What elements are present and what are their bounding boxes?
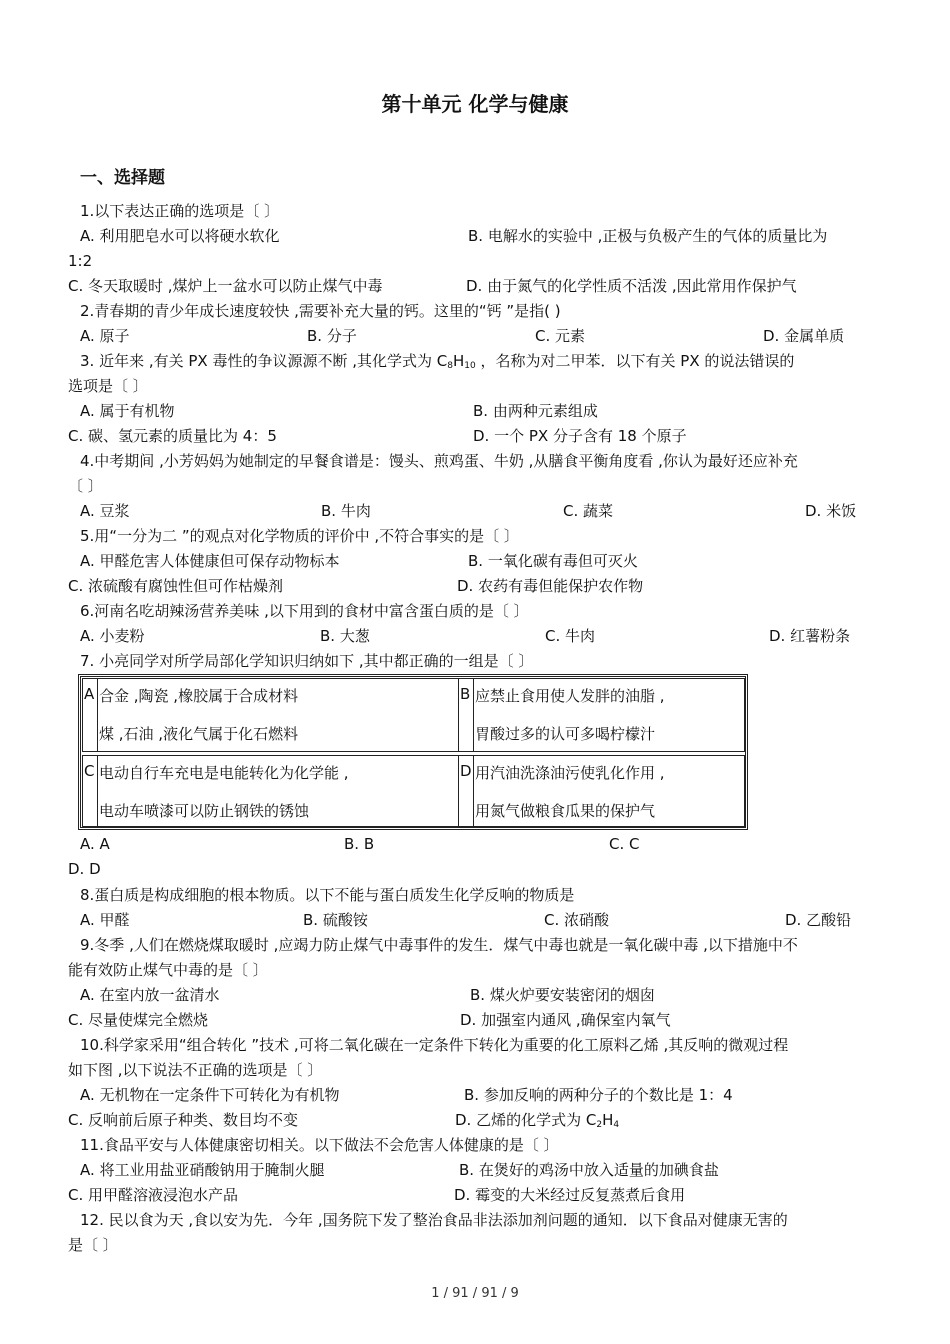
option: A. 豆浆 bbox=[80, 502, 130, 520]
option-continued: 1:2 bbox=[68, 252, 93, 270]
option: A. 无机物在一定条件下可转化为有机物 bbox=[80, 1086, 340, 1104]
table-cell-d bbox=[458, 755, 745, 827]
option: C. 浓硫酸有腐蚀性但可作枯燥剂 bbox=[68, 577, 284, 595]
option: C. 用甲醛溶液浸泡水产品 bbox=[68, 1186, 239, 1204]
option: A. A bbox=[80, 835, 110, 853]
option: B. 一氧化碳有毒但可灭火 bbox=[468, 552, 638, 570]
option: C. 冬天取暖时 ,煤炉上一盆水可以防止煤气中毒 bbox=[68, 277, 383, 295]
question-stem-continued: 能有效防止煤气中毒的是〔 〕 bbox=[68, 961, 268, 979]
option: D. 乙酸铅 bbox=[785, 911, 852, 929]
question-stem: 10.科学家采用“组合转化 ”技术 ,可将二氧化碳在一定条件下转化为重要的化工原料乙烯 ,其反响的微观过程 bbox=[80, 1036, 789, 1054]
cell-line: 煤 ,石油 ,液化气属于化石燃料 bbox=[99, 725, 299, 743]
table-cell-c bbox=[82, 755, 459, 827]
question-stem-continued: 如下图 ,以下说法不正确的选项是〔 〕 bbox=[68, 1061, 323, 1079]
option: B. 由两种元素组成 bbox=[473, 402, 598, 420]
question-stem: 8.蛋白质是构成细胞的根本物质。以下不能与蛋白质发生化学反响的物质是 bbox=[80, 886, 575, 904]
option: A. 原子 bbox=[80, 327, 130, 345]
table-cell-b bbox=[458, 678, 745, 752]
cell-label: C bbox=[84, 762, 95, 780]
question-stem: 5.用“一分为二 ”的观点对化学物质的评价中 ,不符合事实的是〔 〕 bbox=[80, 527, 519, 545]
cell-line: 应禁止食用使人发胖的油脂 , bbox=[475, 687, 665, 705]
question-stem-continued: 是〔 〕 bbox=[68, 1236, 118, 1254]
option: A. 将工业用盐亚硝酸钠用于腌制火腿 bbox=[80, 1161, 325, 1179]
cell-label: B bbox=[460, 685, 471, 703]
question-stem: 12. 民以食为天 ,食以安为先．今年 ,国务院下发了整治食品非法添加剂问题的通知．以下食品对健康无害的 bbox=[80, 1211, 788, 1229]
option: B. 大葱 bbox=[320, 627, 370, 645]
option: A. 小麦粉 bbox=[80, 627, 145, 645]
cell-line: 电动车喷漆可以防止钢铁的锈蚀 bbox=[99, 802, 310, 820]
cell-line: 用汽油洗涤油污使乳化作用 , bbox=[475, 764, 665, 782]
option: A. 在室内放一盆清水 bbox=[80, 986, 220, 1004]
option: B. 参加反响的两种分子的个数比是 1：4 bbox=[464, 1086, 733, 1104]
option: C. 蔬菜 bbox=[563, 502, 614, 520]
cell-line: 用氮气做粮食瓜果的保护气 bbox=[475, 802, 656, 820]
option: D. D bbox=[68, 860, 101, 878]
option: D. 红薯粉条 bbox=[769, 627, 851, 645]
question-stem: 3. 近年来 ,有关 PX 毒性的争议源源不断 ,其化学式为 $C_8H_{10}$ ，名称为对二甲苯．以下有关 PX 的说法错误的 bbox=[80, 352, 795, 371]
question-stem: 1.以下表达正确的选项是〔 〕 bbox=[80, 202, 280, 220]
option: C. 元素 bbox=[535, 327, 586, 345]
option: B. 分子 bbox=[307, 327, 357, 345]
question-stem: 2.青春期的青少年成长速度较快 ,需要补充大量的钙。这里的“钙 ”是指( ) bbox=[80, 302, 561, 320]
cell-label: A bbox=[84, 685, 95, 703]
option: B. 硫酸铵 bbox=[303, 911, 368, 929]
question-stem-continued: 选项是〔 〕 bbox=[68, 377, 148, 395]
option: B. 在煲好的鸡汤中放入适量的加碘食盐 bbox=[459, 1161, 719, 1179]
question-stem: 6.河南名吃胡辣汤营养美味 ,以下用到的食材中富含蛋白质的是〔 〕 bbox=[80, 602, 529, 620]
table-cell-a bbox=[82, 678, 459, 752]
option: B. 牛肉 bbox=[321, 502, 371, 520]
option: D. 乙烯的化学式为 $C_2H_4$ bbox=[455, 1111, 620, 1130]
option: A. 甲醛危害人体健康但可保存动物标本 bbox=[80, 552, 340, 570]
option: C. 反响前后原子种类、数目均不变 bbox=[68, 1111, 299, 1129]
page-title: 第十单元 化学与健康 bbox=[381, 92, 569, 116]
option: C. 浓硝酸 bbox=[544, 911, 610, 929]
option: D. 霉变的大米经过反复蒸煮后食用 bbox=[454, 1186, 686, 1204]
option: B. B bbox=[344, 835, 375, 853]
option: D. 由于氮气的化学性质不活泼 ,因此常用作保护气 bbox=[466, 277, 797, 295]
option: D. 米饭 bbox=[805, 502, 857, 520]
question-stem: 4.中考期间 ,小芳妈妈为她制定的早餐食谱是：馒头、煎鸡蛋、牛奶 ,从膳食平衡角度看 ,你认为最好还应补充 bbox=[80, 452, 798, 470]
option: A. 属于有机物 bbox=[80, 402, 175, 420]
cell-line: 合金 ,陶瓷 ,橡胶属于合成材料 bbox=[99, 687, 299, 705]
option: C. 牛肉 bbox=[545, 627, 596, 645]
option: C. 碳、氢元素的质量比为 4：5 bbox=[68, 427, 277, 445]
option: B. 电解水的实验中 ,正极与负极产生的气体的质量比为 bbox=[468, 227, 828, 245]
option: B. 煤火炉要安装密闭的烟囱 bbox=[470, 986, 655, 1004]
cell-line: 胃酸过多的认可多喝柠檬汁 bbox=[475, 725, 656, 743]
question-stem: 9.冬季 ,人们在燃烧煤取暖时 ,应竭力防止煤气中毒事件的发生．煤气中毒也就是一氧化碳中毒 ,以下措施中不 bbox=[80, 936, 798, 954]
option: D. 加强室内通风 ,确保室内氧气 bbox=[460, 1011, 671, 1029]
page-number: 1 / 91 / 91 / 9 bbox=[431, 1286, 519, 1301]
option: C. 尽量使煤完全燃烧 bbox=[68, 1011, 209, 1029]
option: C. C bbox=[609, 835, 640, 853]
option: A. 利用肥皂水可以将硬水软化 bbox=[80, 227, 280, 245]
question-stem: 11.食品平安与人体健康密切相关。以下做法不会危害人体健康的是〔 〕 bbox=[80, 1136, 559, 1154]
question-stem-continued: 〔 〕 bbox=[68, 477, 103, 495]
option: D. 金属单质 bbox=[763, 327, 845, 345]
section-heading: 一、选择题 bbox=[80, 168, 165, 188]
knowledge-table bbox=[78, 674, 748, 830]
option: D. 一个 PX 分子含有 18 个原子 bbox=[473, 427, 687, 445]
cell-label: D bbox=[460, 762, 472, 780]
option: A. 甲醛 bbox=[80, 911, 130, 929]
cell-line: 电动自行车充电是电能转化为化学能 , bbox=[99, 764, 349, 782]
option: D. 农药有毒但能保护农作物 bbox=[457, 577, 644, 595]
question-stem: 7. 小亮同学对所学局部化学知识归纳如下 ,其中都正确的一组是〔 〕 bbox=[80, 652, 534, 670]
